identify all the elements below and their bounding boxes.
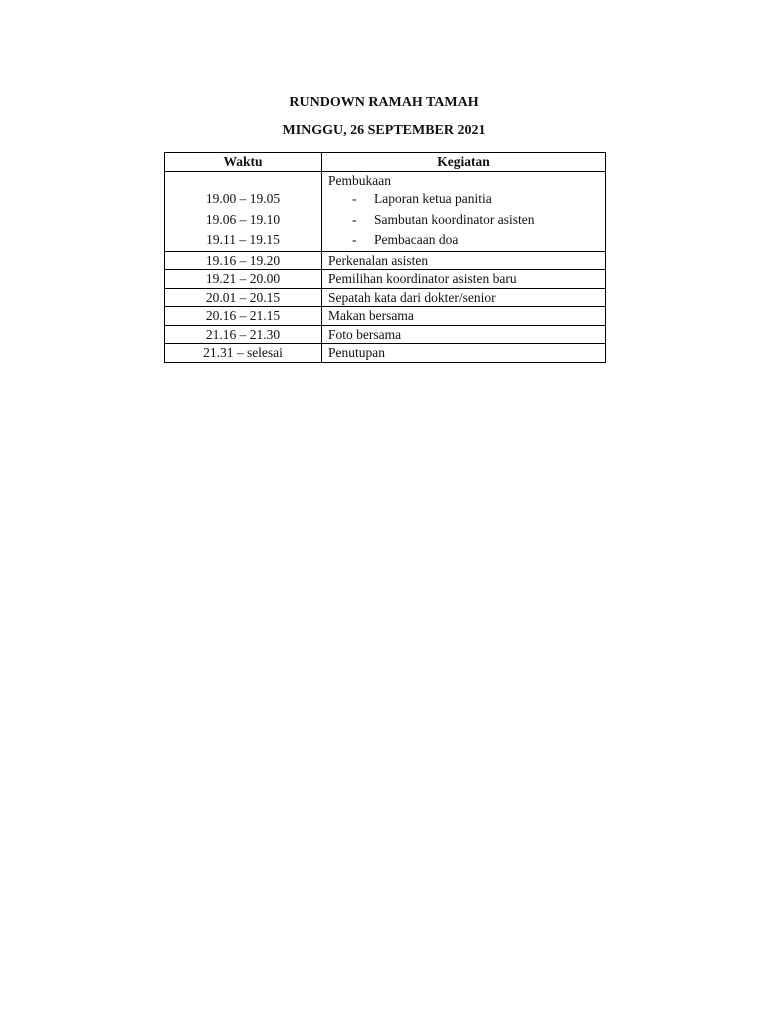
opening-time-2: 19.06 – 19.10 <box>205 211 281 227</box>
time-cell: 19.16 – 19.20 <box>165 251 322 270</box>
rundown-table <box>164 152 606 363</box>
opening-times-cell <box>165 172 322 252</box>
sub-item-text: Pembacaan doa <box>374 232 459 247</box>
table-row <box>165 288 606 307</box>
time-cell: 21.16 – 21.30 <box>165 325 322 344</box>
opening-time-1: 19.00 – 19.05 <box>205 191 281 206</box>
time-cell: 21.31 – selesai <box>165 344 322 363</box>
opening-time-spacer <box>171 172 315 189</box>
activity-cell: Foto bersama <box>322 325 606 344</box>
activity-cell: Pemilihan koordinator asisten baru <box>322 270 606 289</box>
sub-item-text: Sambutan koordinator asisten <box>374 211 535 227</box>
table-row <box>165 344 606 363</box>
bullet-dash: - <box>352 191 357 206</box>
activity-cell: Sepatah kata dari dokter/senior <box>322 288 606 307</box>
table-row <box>165 307 606 326</box>
table-row-opening <box>165 172 606 252</box>
activity-cell: Perkenalan asisten <box>322 251 606 270</box>
opening-sub-item-3 <box>328 230 599 251</box>
opening-sub-item-1 <box>328 189 599 210</box>
activity-cell: Makan bersama <box>322 307 606 326</box>
document-subtitle: MINGGU, 26 SEPTEMBER 2021 <box>282 123 486 138</box>
time-cell: 19.21 – 20.00 <box>165 270 322 289</box>
header-kegiatan: Kegiatan <box>322 153 606 172</box>
bullet-dash: - <box>352 211 357 227</box>
time-cell: 20.16 – 21.15 <box>165 307 322 326</box>
bullet-dash: - <box>352 232 357 247</box>
activity-cell: Penutupan <box>322 344 606 363</box>
header-waktu: Waktu <box>165 153 322 172</box>
opening-activity-cell <box>322 172 606 252</box>
opening-sub-item-2 <box>328 210 599 231</box>
sub-item-text: Laporan ketua panitia <box>374 191 492 206</box>
opening-time-3: 19.11 – 19.15 <box>206 232 280 247</box>
table-row <box>165 270 606 289</box>
table-header-row <box>165 153 606 172</box>
document-title: RUNDOWN RAMAH TAMAH <box>289 95 479 110</box>
table-row <box>165 251 606 270</box>
time-cell: 20.01 – 20.15 <box>165 288 322 307</box>
table-row <box>165 325 606 344</box>
opening-label: Pembukaan <box>328 173 391 188</box>
